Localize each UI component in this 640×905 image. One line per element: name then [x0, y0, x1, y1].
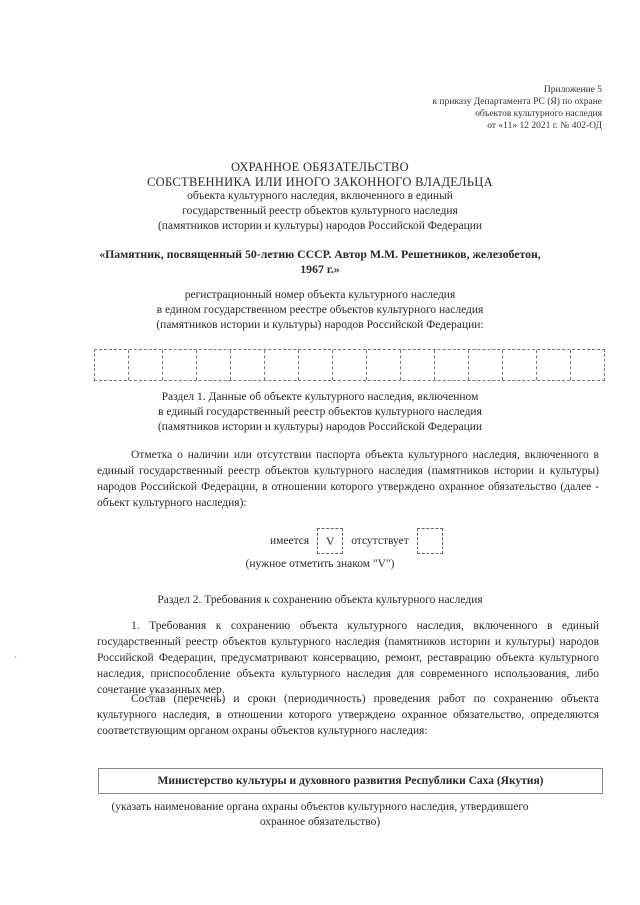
- section-1-line: Раздел 1. Данные об объекте культурного наследия, включенном: [161, 391, 479, 403]
- registration-line: регистрационный номер объекта культурного наследия: [184, 289, 456, 301]
- registration-digit-box[interactable]: [95, 350, 129, 380]
- title-line: ОХРАННОЕ ОБЯЗАТЕЛЬСТВО: [230, 160, 409, 174]
- registration-digit-box[interactable]: [299, 350, 333, 380]
- passport-paragraph: Отметка о наличии или отсутствии паспорта объекта культурного наследия, включенного в единый государственный реестр объектов культурного наследия (памятников истории и культуры) народов Российской Федерации, в отношении которого утверждено охранное обязательство (далее - объект культурного наследия):: [97, 449, 599, 509]
- organ-hint-line: охранное обязательство): [259, 816, 381, 828]
- appendix-note: [342, 84, 602, 132]
- registration-digit-box[interactable]: [231, 350, 265, 380]
- registration-line: в едином государственном реестре объектов культурного наследия: [156, 304, 484, 316]
- works-paragraph: Состав (перечень) и сроки (периодичность) проведения работ по сохранению объекта культурного наследия, в отношении которого утверждено охранное обязательство, определяются соответствующим органом охраны объектов культурного наследия:: [97, 693, 599, 737]
- present-label: имеется: [270, 535, 310, 547]
- document-title: [60, 160, 580, 190]
- absent-label: отсутствует: [351, 535, 409, 547]
- registration-digit-box[interactable]: [469, 350, 503, 380]
- monument-name: [90, 247, 550, 277]
- registration-digit-box[interactable]: [571, 350, 604, 380]
- appendix-line: Приложение 5: [543, 85, 602, 95]
- section-2-heading: Раздел 2. Требования к сохранению объекта культурного наследия: [157, 594, 483, 606]
- registration-digit-box[interactable]: [265, 350, 299, 380]
- registration-digit-box[interactable]: [367, 350, 401, 380]
- registration-digit-box[interactable]: [333, 350, 367, 380]
- registration-line: (памятников истории и культуры) народов Российской Федерации:: [156, 319, 484, 331]
- registration-digit-box[interactable]: [197, 350, 231, 380]
- registration-digit-box[interactable]: [129, 350, 163, 380]
- document-subtitle: [60, 189, 580, 234]
- registration-number-boxes[interactable]: [94, 349, 605, 381]
- organ-hint-line: (указать наименование органа охраны объектов культурного наследия, утвердившего: [111, 801, 529, 813]
- registration-digit-box[interactable]: [401, 350, 435, 380]
- appendix-order-date: от «11» 12 2021 г. № 402-ОД: [487, 121, 602, 131]
- section-1-line: в единый государственный реестр объектов культурного наследия: [158, 406, 482, 418]
- requirements-paragraph: 1. Требования к сохранению объекта культурного наследия, включенного в единый государственный реестр объектов культурного наследия (памятников истории и культуры) народов Российской Федерации, предусматривают консервацию, ремонт, реставрацию объекта культурного наследия, приспособление объекта культурного наследия для современного использования, либо сочетание указанных мер.: [97, 620, 599, 696]
- monument-line: 1967 г.»: [300, 262, 340, 276]
- margin-mark: ·: [14, 652, 17, 662]
- section-1-line: (памятников истории и культуры) народов Российской Федерации: [157, 421, 483, 433]
- monument-line: «Памятник, посвященный 50-летию СССР. Автор М.М. Решетников, железобетон,: [99, 247, 541, 261]
- absent-checkbox[interactable]: [417, 528, 443, 554]
- appendix-line: к приказу Департамента РС (Я) по охране: [432, 97, 602, 107]
- present-checkbox[interactable]: V: [317, 528, 343, 554]
- organ-hint: [80, 800, 560, 830]
- registration-digit-box[interactable]: [537, 350, 571, 380]
- title-line: СОБСТВЕННИКА ИЛИ ИНОГО ЗАКОННОГО ВЛАДЕЛЬЦА: [147, 175, 493, 189]
- registration-digit-box[interactable]: [163, 350, 197, 380]
- appendix-line: объектов культурного наследия: [475, 109, 602, 119]
- passport-choice: [270, 528, 451, 554]
- protection-organ-name: Министерство культуры и духовного развития Республики Саха (Якутия): [157, 775, 544, 787]
- registration-caption: [60, 288, 580, 333]
- registration-digit-box[interactable]: [503, 350, 537, 380]
- registration-digit-box[interactable]: [435, 350, 469, 380]
- section-1-heading: [60, 390, 580, 435]
- subtitle-line: (памятников истории и культуры) народов Российской Федерации: [157, 220, 483, 232]
- subtitle-line: объекта культурного наследия, включенного в единый: [187, 190, 453, 202]
- subtitle-line: государственный реестр объектов культурного наследия: [182, 205, 458, 217]
- protection-organ-field: [98, 768, 603, 794]
- choice-hint: (нужное отметить знаком "V"): [245, 558, 395, 570]
